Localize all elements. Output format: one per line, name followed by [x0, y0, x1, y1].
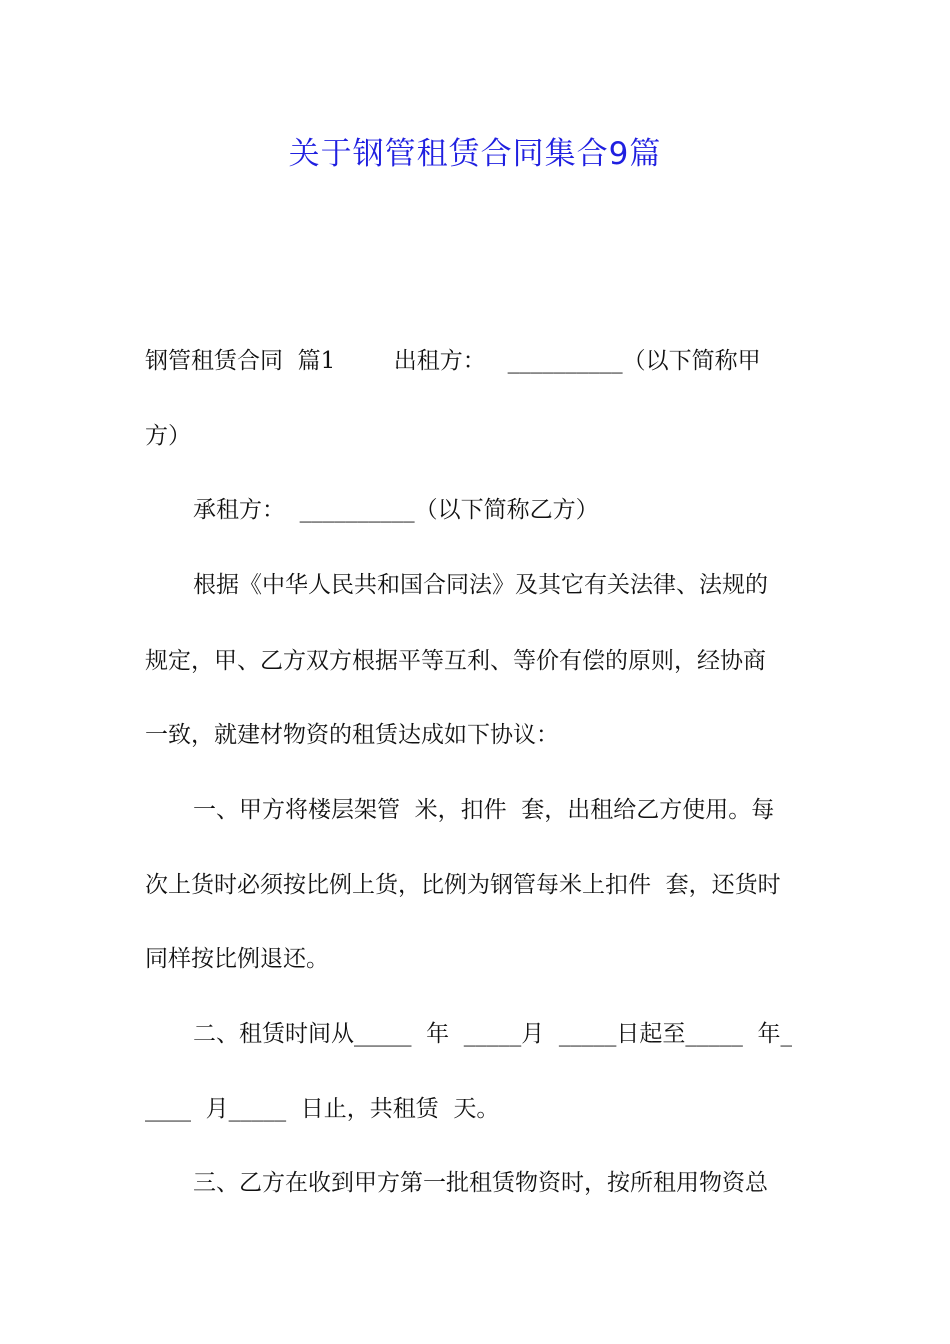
paragraph-line: 同样按比例退还。 [145, 946, 329, 972]
paragraph-line: 根据《中华人民共和国合同法》及其它有关法律、法规的 [193, 572, 768, 598]
paragraph-line: 三、乙方在收到甲方第一批租赁物资时，按所租用物资总 [193, 1170, 768, 1196]
paragraph-line: 钢管租赁合同 篇1 出租方： __________（以下简称甲 [145, 348, 761, 374]
paragraph-line: 次上货时必须按比例上货，比例为钢管每米上扣件 套，还货时 [145, 872, 781, 898]
paragraph-line: 方） [145, 423, 191, 449]
paragraph-line: ____ 月_____ 日止，共租赁 天。 [145, 1096, 500, 1122]
paragraph-line: 一、甲方将楼层架管 米，扣件 套，出租给乙方使用。每 [193, 797, 775, 823]
paragraph-line: 承租方： __________（以下简称乙方） [193, 497, 599, 523]
paragraph-line: 二、租赁时间从_____ 年 _____月 _____日起至_____ 年_ [193, 1021, 792, 1047]
document-title: 关于钢管租赁合同集合9篇 [288, 136, 662, 172]
paragraph-line: 一致，就建材物资的租赁达成如下协议： [145, 722, 559, 748]
paragraph-line: 规定，甲、乙方双方根据平等互利、等价有偿的原则，经协商 [145, 648, 766, 674]
